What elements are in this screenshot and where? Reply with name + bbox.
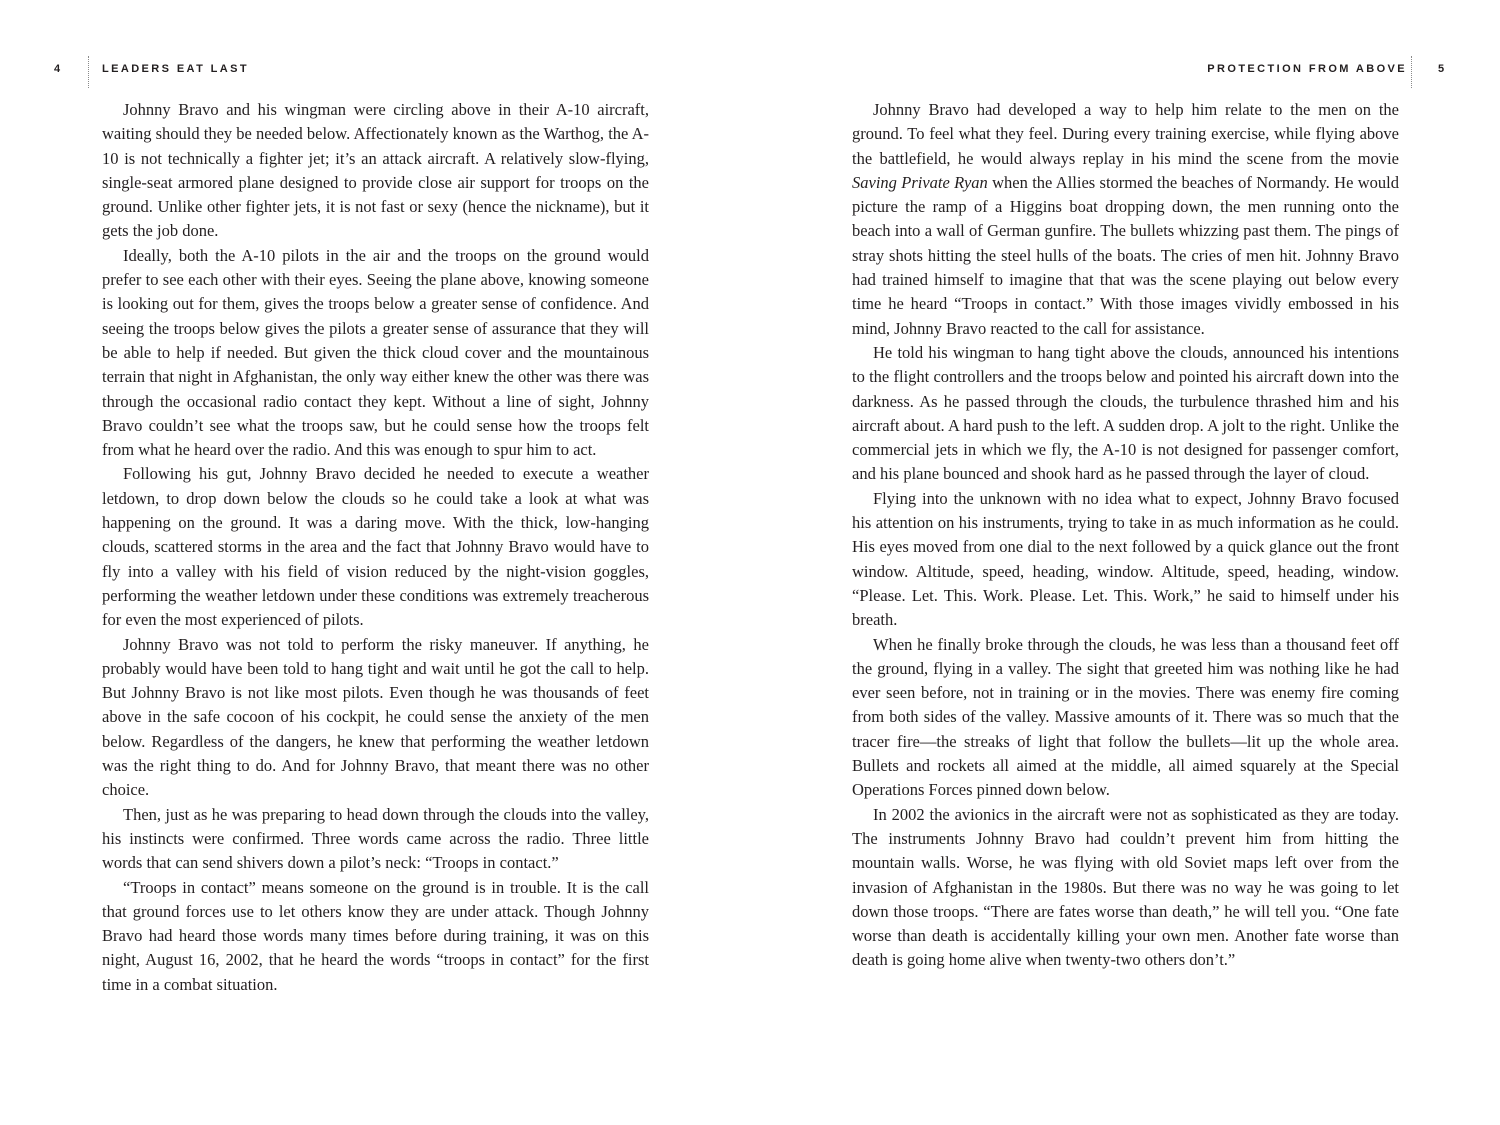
- body-text: [102, 98, 649, 997]
- paragraph: Flying into the unknown with no idea what to expect, Johnny Bravo focused his attention on his instruments, trying to take in as much information as he could. His eyes moved from one dial to the next followed by a quick glance out the front window. Altitude, speed, heading, window. Altitude, speed, heading, window. “Please. Let. This. Work. Please. Let. This. Work,” he said to himself under his breath.: [852, 488, 1399, 630]
- paragraph-text: when the Allies stormed the beaches of Normandy. He would picture the ramp of a Higgins boat dropping down, the men running onto the beach into a wall of German gunfire. The bullets whizzing past them. The pings of stray shots hitting the steel hulls of the boats. The cries of men hit. Johnny Bravo had trained himself to imagine that that was the scene playing out below every time he heard “Troops in contact.” With those images vividly embossed in his mind, Johnny Bravo reacted to the call for assistance.: [852, 172, 1399, 338]
- paragraph: “Troops in contact” means someone on the ground is in trouble. It is the call that ground forces use to let others know they are under attack. Though Johnny Bravo had heard those words many times before during training, it was on this night, August 16, 2002, that he heard the words “troops in contact” for the first time in a combat situation.: [102, 877, 649, 994]
- movie-title: Saving Private Ryan: [852, 172, 988, 192]
- paragraph: Following his gut, Johnny Bravo decided he needed to execute a weather letdown, to drop down below the clouds so he could take a look at what was happening on the ground. It was a daring move. With the thick, low-hanging clouds, scattered storms in the area and the fact that Johnny Bravo would have to fly into a valley with his field of vision reduced by the night-vision goggles, performing the weather letdown under these conditions was extremely treacherous for even the most experienced of pilots.: [102, 464, 649, 630]
- paragraph: [852, 98, 1399, 341]
- paragraph: Johnny Bravo was not told to perform the risky maneuver. If anything, he probably would have been told to hang tight and wait until he got the call to help. But Johnny Bravo is not like most pilots. Even though he was thousands of feet above in the safe cocoon of his cockpit, he could sense the anxiety of the men below. Regardless of the dangers, he knew that performing the weather letdown was the right thing to do. And for Johnny Bravo, that meant there was no other choice.: [102, 634, 649, 800]
- paragraph: In 2002 the avionics in the aircraft were not as sophisticated as they are today. The instruments Johnny Bravo had couldn’t prevent him from hitting the mountain walls. Worse, he was flying with old Soviet maps left over from the invasion of Afghanistan in the 1980s. But there was no way he was going to let down those troops. “There are fates worse than death,” he will tell you. “One fate worse than death is accidentally killing your own men. Another fate worse than death is going home alive when twenty-two others don’t.”: [852, 804, 1399, 970]
- paragraph: Then, just as he was preparing to head down through the clouds into the valley, his instincts were confirmed. Three words came across the radio. Three little words that can send shivers down a pilot’s neck: “Troops in contact.”: [102, 804, 649, 873]
- running-head-chapter-title: PROTECTION FROM ABOVE: [1207, 63, 1407, 75]
- right-page: [750, 0, 1500, 1125]
- page-number: 5: [1438, 63, 1445, 75]
- paragraph: When he finally broke through the clouds, he was less than a thousand feet off the ground, flying in a valley. The sight that greeted him was nothing like he had ever seen before, not in training or in the movies. There was enemy fire coming from both sides of the valley. Massive amounts of it. There was so much that the tracer fire—the streaks of light that follow the bullets—lit up the whole area. Bullets and rockets all aimed at the middle, all aimed squarely at the Special Operations Forces pinned down below.: [852, 634, 1399, 800]
- paragraph: Johnny Bravo and his wingman were circling above in their A-10 aircraft, waiting should they be needed below. Affectionately known as the Warthog, the A-10 is not technically a fighter jet; it’s an attack aircraft. A relatively slow-flying, single-seat armored plane designed to provide close air support for troops on the ground. Unlike other fighter jets, it is not fast or sexy (hence the nickname), but it gets the job done.: [102, 100, 649, 241]
- dotted-separator: [88, 56, 89, 88]
- paragraph: He told his wingman to hang tight above the clouds, announced his intentions to the flight controllers and the troops below and pointed his aircraft down into the darkness. As he passed through the clouds, the turbulence thrashed him and his aircraft about. A hard push to the left. A sudden drop. A jolt to the right. Unlike the commercial jets in which we fly, the A-10 is not designed for passenger comfort, and his plane bounced and shook hard as he passed through the layer of cloud.: [852, 342, 1399, 484]
- dotted-separator: [1411, 56, 1412, 88]
- paragraph-text: Johnny Bravo had developed a way to help him relate to the men on the ground. To feel what they feel. During every training exercise, while flying above the battlefield, he would always replay in his mind the scene from the movie: [852, 100, 1399, 168]
- page-number: 4: [54, 63, 61, 75]
- paragraph: Ideally, both the A-10 pilots in the air and the troops on the ground would prefer to see each other with their eyes. Seeing the plane above, knowing someone is looking out for them, gives the troops below a greater sense of confidence. And seeing the troops below gives the pilots a greater sense of assurance that they will be able to help if needed. But given the thick cloud cover and the mountainous terrain that night in Afghanistan, the only way either knew the other was there was through the occasional radio contact they kept. Without a line of sight, Johnny Bravo couldn’t see what the troops saw, but he could sense how the troops felt from what he heard over the radio. And this was enough to spur him to act.: [102, 245, 649, 460]
- running-head-book-title: LEADERS EAT LAST: [102, 63, 249, 75]
- body-text: [852, 98, 1399, 973]
